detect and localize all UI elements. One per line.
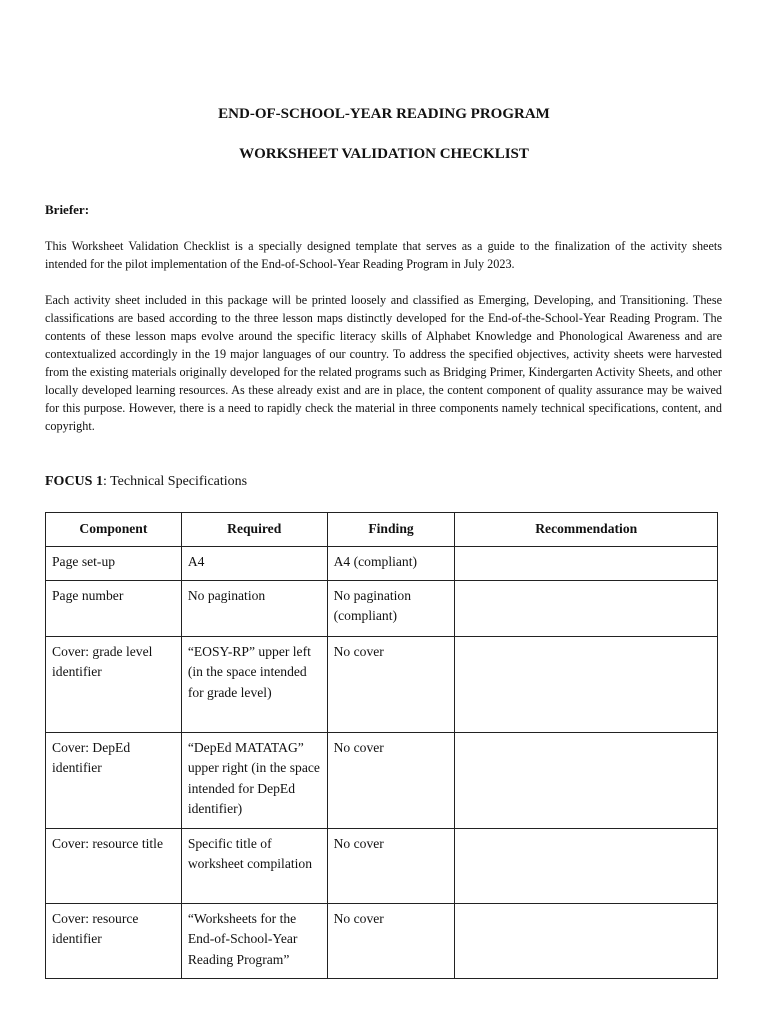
cell-finding: No cover	[327, 636, 455, 732]
cell-required: “DepEd MATATAG” upper right (in the space intended for DepEd identifier)	[181, 732, 327, 828]
cell-component: Page number	[46, 580, 182, 636]
cell-recommendation[interactable]	[455, 732, 718, 828]
cell-recommendation[interactable]	[455, 546, 718, 580]
cell-finding: A4 (compliant)	[327, 546, 455, 580]
cell-component: Cover: resource identifier	[46, 903, 182, 978]
table-row	[46, 903, 718, 978]
cell-finding: No pagination (compliant)	[327, 580, 455, 636]
table-row	[46, 732, 718, 828]
table-row	[46, 636, 718, 732]
cell-recommendation[interactable]	[455, 580, 718, 636]
cell-finding: No cover	[327, 903, 455, 978]
cell-recommendation[interactable]	[455, 903, 718, 978]
briefer-paragraph-2: Each activity sheet included in this package will be printed loosely and classified as Emerging, Developing, and Transitioning. These classifications are based according to the three lesson maps distinctly developed for the End-of-the-School-Year Reading Program. The contents of these lesson maps evolve around the specific literacy skills of Alphabet Knowledge and Phonological Awareness and are contextualized accordingly in the 19 major languages of our country. To address the specified objectives, activity sheets were harvested from the existing materials originally developed for the related programs such as Bridging Primer, Kindergarten Activity Sheets, and other locally developed learning resources. As these already exist and are in place, the content component of quality assurance may be waived for this purpose. However, there is a need to rapidly check the material in three components namely technical specifications, content, and copyright.	[45, 293, 722, 433]
document-subtitle: WORKSHEET VALIDATION CHECKLIST	[239, 146, 529, 162]
cell-required: “Worksheets for the End-of-School-Year Reading Program”	[181, 903, 327, 978]
briefer-label: Briefer:	[45, 202, 90, 217]
cell-required: No pagination	[181, 580, 327, 636]
header-recommendation: Recommendation	[455, 513, 718, 547]
focus-text: : Technical Specifications	[102, 474, 248, 489]
cell-recommendation[interactable]	[455, 828, 718, 903]
table-row	[46, 580, 718, 636]
cell-component: Cover: resource title	[46, 828, 182, 903]
cell-finding: No cover	[327, 732, 455, 828]
focus-label: FOCUS 1	[45, 474, 103, 489]
focus-heading	[45, 473, 247, 491]
table-header-row	[46, 513, 718, 547]
table-row	[46, 828, 718, 903]
header-required: Required	[181, 513, 327, 547]
cell-required: Specific title of worksheet compilation	[181, 828, 327, 903]
briefer-paragraph-1: This Worksheet Validation Checklist is a specially designed template that serves as a guide to the finalization of the activity sheets intended for the pilot implementation of the End-of-School-Year Reading Program in July 2023.	[45, 239, 722, 271]
checklist-table	[45, 512, 718, 979]
cell-required: “EOSY-RP” upper left (in the space intended for grade level)	[181, 636, 327, 732]
table-row	[46, 546, 718, 580]
cell-component: Cover: grade level identifier	[46, 636, 182, 732]
cell-required: A4	[181, 546, 327, 580]
cell-recommendation[interactable]	[455, 636, 718, 732]
document-title: END-OF-SCHOOL-YEAR READING PROGRAM	[218, 106, 550, 122]
cell-component: Page set-up	[46, 546, 182, 580]
cell-component: Cover: DepEd identifier	[46, 732, 182, 828]
header-component: Component	[46, 513, 182, 547]
header-finding: Finding	[327, 513, 455, 547]
cell-finding: No cover	[327, 828, 455, 903]
